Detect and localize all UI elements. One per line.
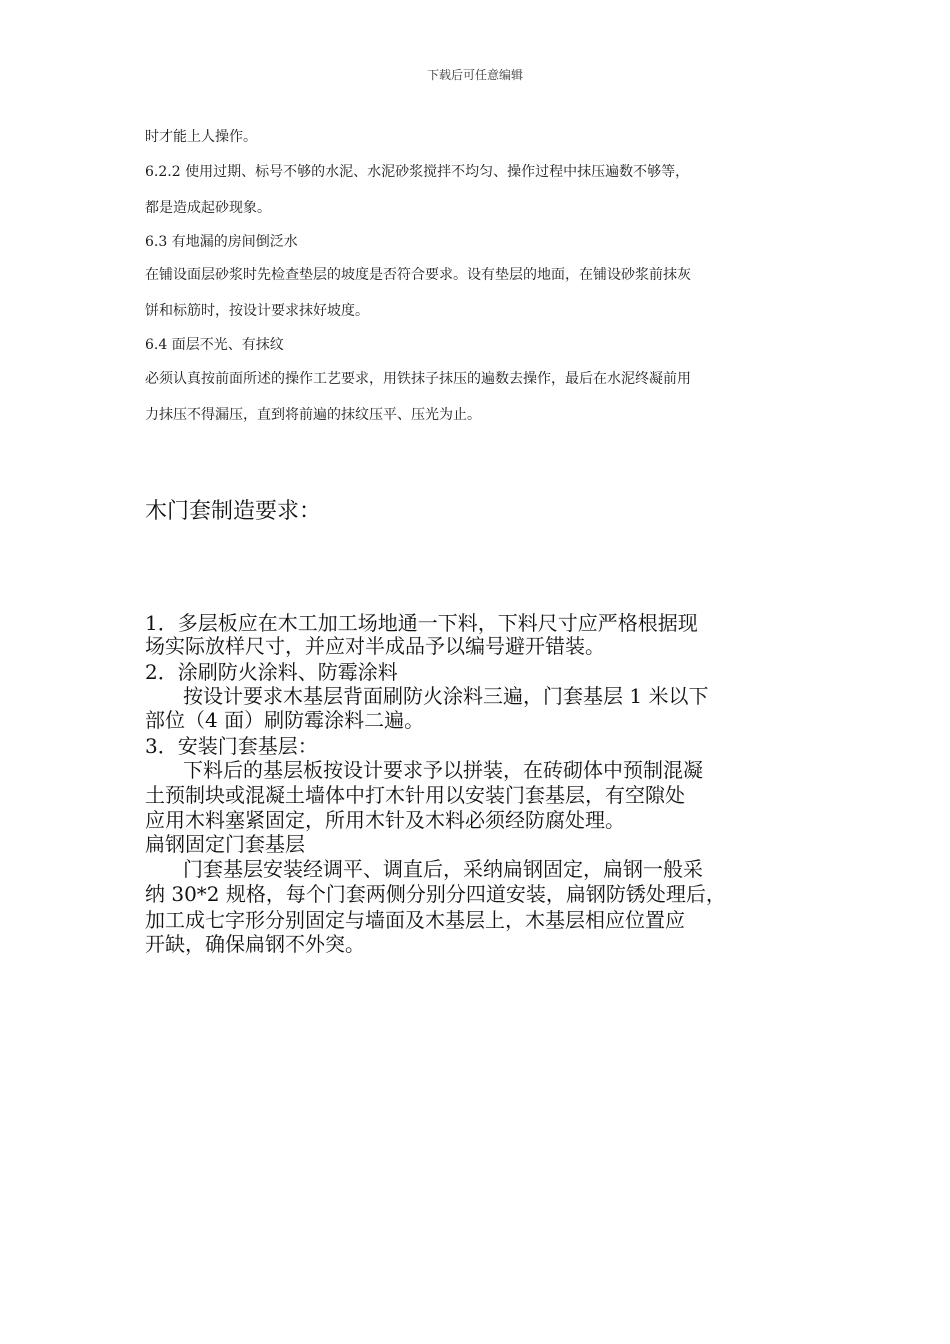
section-heading: 6.3 有地漏的房间倒泛水 [145,234,298,250]
body-line: 开缺，确保扁钢不外突。 [145,932,365,956]
body-heading: 3．安装门套基层： [145,734,318,758]
body-line: 场实际放样尺寸，并应对半成品予以编号避开错装。 [145,634,605,658]
paragraph-line: 在铺设面层砂浆时先检查垫层的坡度是否符合要求。设有垫层的地面，在铺设砂浆前抹灰 [145,267,691,283]
body-line: 纳 30*2 规格，每个门套两侧分别分四道安装，扁钢防锈处理后， [145,882,726,906]
paragraph-line: 都是造成起砂现象。 [145,200,271,216]
section-heading: 6.4 面层不光、有抹纹 [145,337,284,353]
body-line: 加工成七字形分别固定与墙面及木基层上，木基层相应位置应 [145,908,685,932]
body-line: 下料后的基层板按设计要求予以拼装，在砖砌体中预制混凝 [183,758,703,782]
paragraph-line: 6.2.2 使用过期、标号不够的水泥、水泥砂浆搅拌不均匀、操作过程中抹压遍数不够等， [145,164,690,180]
body-line: 按设计要求木基层背面刷防火涂料三遍，门套基层 1 米以下 [183,684,709,708]
page-title: 木门套制造要求： [145,499,322,524]
body-line: 土预制块或混凝土墙体中打木针用以安装门套基层，有空隙处 [145,783,685,807]
body-line: 门套基层安装经调平、调直后，采纳扁钢固定，扁钢一般采 [183,857,703,881]
body-line: 1．多层板应在木工加工场地通一下料，下料尺寸应严格根据现 [145,611,698,635]
paragraph-line: 力抹压不得漏压，直到将前遍的抹纹压平、压光为止。 [145,407,481,423]
body-heading: 扁钢固定门套基层 [145,832,305,856]
body-heading: 2．涂刷防火涂料、防霉涂料 [145,660,398,684]
body-line: 部位（4 面）刷防霉涂料二遍。 [145,708,425,732]
body-line: 应用木料塞紧固定，所用木针及木料必须经防腐处理。 [145,808,625,832]
page-header: 下载后可任意编辑 [426,68,523,82]
paragraph-line: 时才能上人操作。 [145,129,257,145]
paragraph-line: 饼和标筋时，按设计要求抹好坡度。 [145,303,369,319]
paragraph-line: 必须认真按前面所述的操作工艺要求，用铁抹子抹压的遍数去操作，最后在水泥终凝前用 [145,371,691,387]
